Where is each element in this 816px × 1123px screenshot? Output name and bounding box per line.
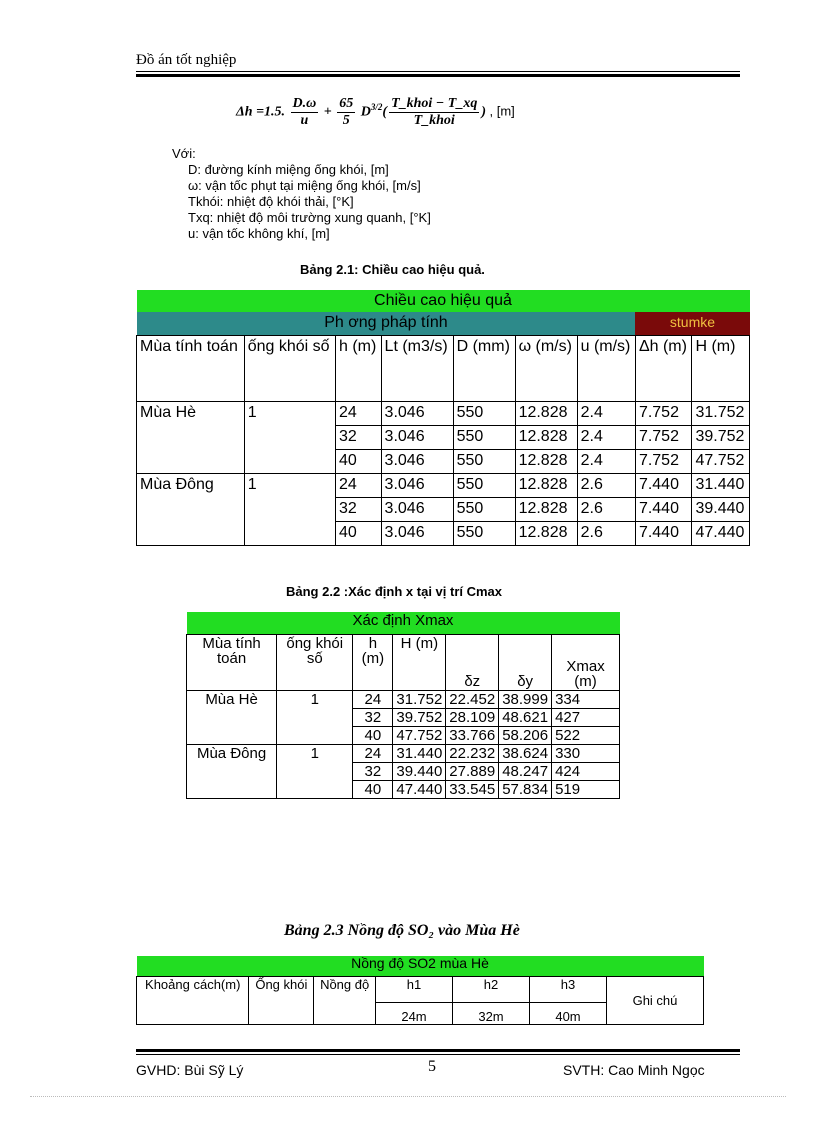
table-cell: 39.440 [692,498,750,522]
formula-frac1-den: u [300,113,309,128]
table3-caption: Bảng 2.3 Nồng độ SO₂ vào Mùa Hè [284,922,520,939]
table1-header-cell: ống khói số [244,336,335,402]
table2-header-cell: ống khói số [277,635,353,691]
definition-item: Tkhói: nhiệt độ khói thải, [°K] [188,194,354,209]
table-cell: 22.232 [446,745,499,763]
table-cell: 40 [353,727,393,745]
table-row [187,691,620,709]
table-effective-height [136,290,750,546]
table-cell: 424 [552,763,620,781]
table-cell: 7.440 [635,498,692,522]
page-edge-divider [30,1096,786,1097]
formula-frac2-num: 65 [339,96,354,111]
table-cell: 40 [336,522,382,546]
table-cell: 7.752 [635,450,692,474]
table2-header-cell: δy [499,635,552,691]
table-cell: 2.4 [577,402,635,426]
definition-item: ω: vận tốc phụt tại miệng ống khói, [m/s] [188,178,421,193]
table3-header-cell: Ghi chú [607,977,704,1025]
table-cell: 24 [353,691,393,709]
header-rule-thin [136,71,740,72]
table-cell: 40 [336,450,382,474]
table-cell: 3.046 [381,522,453,546]
table-cell: 7.440 [635,474,692,498]
formula-unit: , [m] [489,103,515,119]
table-cell: 3.046 [381,402,453,426]
table-cell: 7.440 [635,522,692,546]
table-cell: 12.828 [515,474,577,498]
table-cell: 24 [336,474,382,498]
table-cell: 39.440 [393,763,446,781]
formula-frac3-num: T_khoi − T_xq [391,96,478,111]
stack-cell: 1 [244,474,335,546]
table1-header-cell: u (m/s) [577,336,635,402]
table3-sub-cell: 40m [530,1003,607,1025]
table2-header-cell: Xmax (m) [552,635,620,691]
table1-header-cell: Mùa tính toán [137,336,245,402]
table-cell: 33.545 [446,781,499,799]
table2-header-cell: h (m) [353,635,393,691]
table-cell: 550 [453,498,515,522]
header-rule-thick [136,74,740,77]
table-cell: 2.6 [577,474,635,498]
table-cell: 31.752 [393,691,446,709]
table-cell: 12.828 [515,522,577,546]
table-cell: 47.440 [393,781,446,799]
table-cell: 3.046 [381,474,453,498]
table-cell: 334 [552,691,620,709]
table-so2-summer [136,956,704,1025]
season-cell: Mùa Hè [187,691,277,745]
season-cell: Mùa Hè [137,402,245,474]
footer-student: SVTH: Cao Minh Ngọc [563,1062,705,1078]
stack-cell: 1 [277,745,353,799]
table1-header-cell: Δh (m) [635,336,692,402]
table-cell: 27.889 [446,763,499,781]
table-cell: 47.752 [393,727,446,745]
table-cell: 2.6 [577,498,635,522]
definition-item: D: đường kính miệng ống khói, [m] [188,162,389,177]
table-cell: 519 [552,781,620,799]
table-cell: 24 [353,745,393,763]
formula-frac2-den: 5 [342,113,350,128]
table-cell: 7.752 [635,402,692,426]
table-cell: 550 [453,450,515,474]
table3-sub-cell: 24m [376,1003,453,1025]
table-cell: 522 [552,727,620,745]
table-cell: 48.621 [499,709,552,727]
table3-sub-cell: 32m [453,1003,530,1025]
formula-d: D [360,104,371,120]
table-cell: 3.046 [381,426,453,450]
footer-advisor: GVHD: Bùi Sỹ Lý [136,1062,244,1078]
table-cell: 57.834 [499,781,552,799]
plume-rise-formula: Δh =1.5. $\frac{D.\omega}{u}$ + $\frac{65}{5}$ $D^{3/2}$( $\frac{\text{T\_khoi − T\_xq}}{\text{T\_khoi}}$ ) , [m] [236,96,515,128]
definition-item: Txq: nhiệt độ môi trường xung quanh, [°K] [188,210,431,225]
formula-frac3-den: T_khoi [413,113,455,128]
table1-band-method: Ph ơng pháp tính [137,312,636,336]
table-cell: 32 [336,498,382,522]
table3-header-cell: Nồng độ [314,977,376,1025]
table3-header-cell: Khoảng cách(m) [137,977,249,1025]
table-cell: 2.4 [577,426,635,450]
table1-header-cell: h (m) [336,336,382,402]
page-header-title: Đồ án tốt nghiệp [136,52,237,68]
formula-lhs: Δh =1.5. [236,104,286,120]
table-cell: 32 [353,709,393,727]
table-cell: 427 [552,709,620,727]
formula-exp: 3/2 [370,102,383,113]
table1-header-cell: D (mm) [453,336,515,402]
table-cell: 12.828 [515,426,577,450]
table3-header-cell: Ống khói [249,977,314,1025]
table-cell: 47.752 [692,450,750,474]
definitions-intro: Với: [172,146,196,161]
table-cell: 24 [336,402,382,426]
table2-caption: Bảng 2.2 :Xác định x tại vị trí Cmax [286,584,503,599]
table-cell: 550 [453,426,515,450]
table1-band-author: stumke [635,312,749,336]
table3-band-title: Nồng độ SO2 mùa Hè [137,956,704,977]
table-cell: 39.752 [393,709,446,727]
table-cell: 32 [353,763,393,781]
table-cell: 12.828 [515,498,577,522]
table2-band-title: Xác định Xmax [187,612,620,635]
table-row [137,402,750,426]
table-cell: 32 [336,426,382,450]
table-cell: 38.999 [499,691,552,709]
table-cell: 38.624 [499,745,552,763]
table3-header-cell: h2 [453,977,530,1003]
table-cell: 3.046 [381,450,453,474]
table3-header-cell: h1 [376,977,453,1003]
variable-definitions [172,146,431,242]
table-cell: 7.752 [635,426,692,450]
table-cell: 58.206 [499,727,552,745]
table-cell: 31.440 [393,745,446,763]
definition-item: u: vận tốc không khí, [m] [188,226,330,241]
table-cell: 550 [453,522,515,546]
formula-frac1-num: D.ω [292,96,317,111]
table-cell: 12.828 [515,450,577,474]
table-cell: 33.766 [446,727,499,745]
table-row [137,474,750,498]
table1-header-cell: ω (m/s) [515,336,577,402]
table-cell: 39.752 [692,426,750,450]
table-cell: 22.452 [446,691,499,709]
table-cell: 550 [453,402,515,426]
table1-header-cell: Lt (m3/s) [381,336,453,402]
table1-header-cell: H (m) [692,336,750,402]
table-xmax [186,612,620,799]
table-cell: 550 [453,474,515,498]
season-cell: Mùa Đông [137,474,245,546]
table-cell: 3.046 [381,498,453,522]
stack-cell: 1 [244,402,335,474]
table-cell: 12.828 [515,402,577,426]
table3-header-cell: h3 [530,977,607,1003]
table-cell: 28.109 [446,709,499,727]
table2-header-cell: δz [446,635,499,691]
table-cell: 2.4 [577,450,635,474]
table2-header-cell: Mùa tính toán [187,635,277,691]
table-cell: 330 [552,745,620,763]
table-row [187,745,620,763]
footer-rule-thick [136,1049,740,1052]
footer-rule-thin [136,1054,740,1055]
table-cell: 47.440 [692,522,750,546]
table1-caption: Bảng 2.1: Chiều cao hiệu quả. [300,262,485,277]
season-cell: Mùa Đông [187,745,277,799]
table1-band-title: Chiều cao hiệu quả [137,290,750,312]
table-cell: 2.6 [577,522,635,546]
stack-cell: 1 [277,691,353,745]
formula-plus: + [323,104,332,120]
table-cell: 48.247 [499,763,552,781]
table-cell: 40 [353,781,393,799]
table2-header-cell: H (m) [393,635,446,691]
table-cell: 31.440 [692,474,750,498]
table-cell: 31.752 [692,402,750,426]
page-number: 5 [428,1058,436,1075]
